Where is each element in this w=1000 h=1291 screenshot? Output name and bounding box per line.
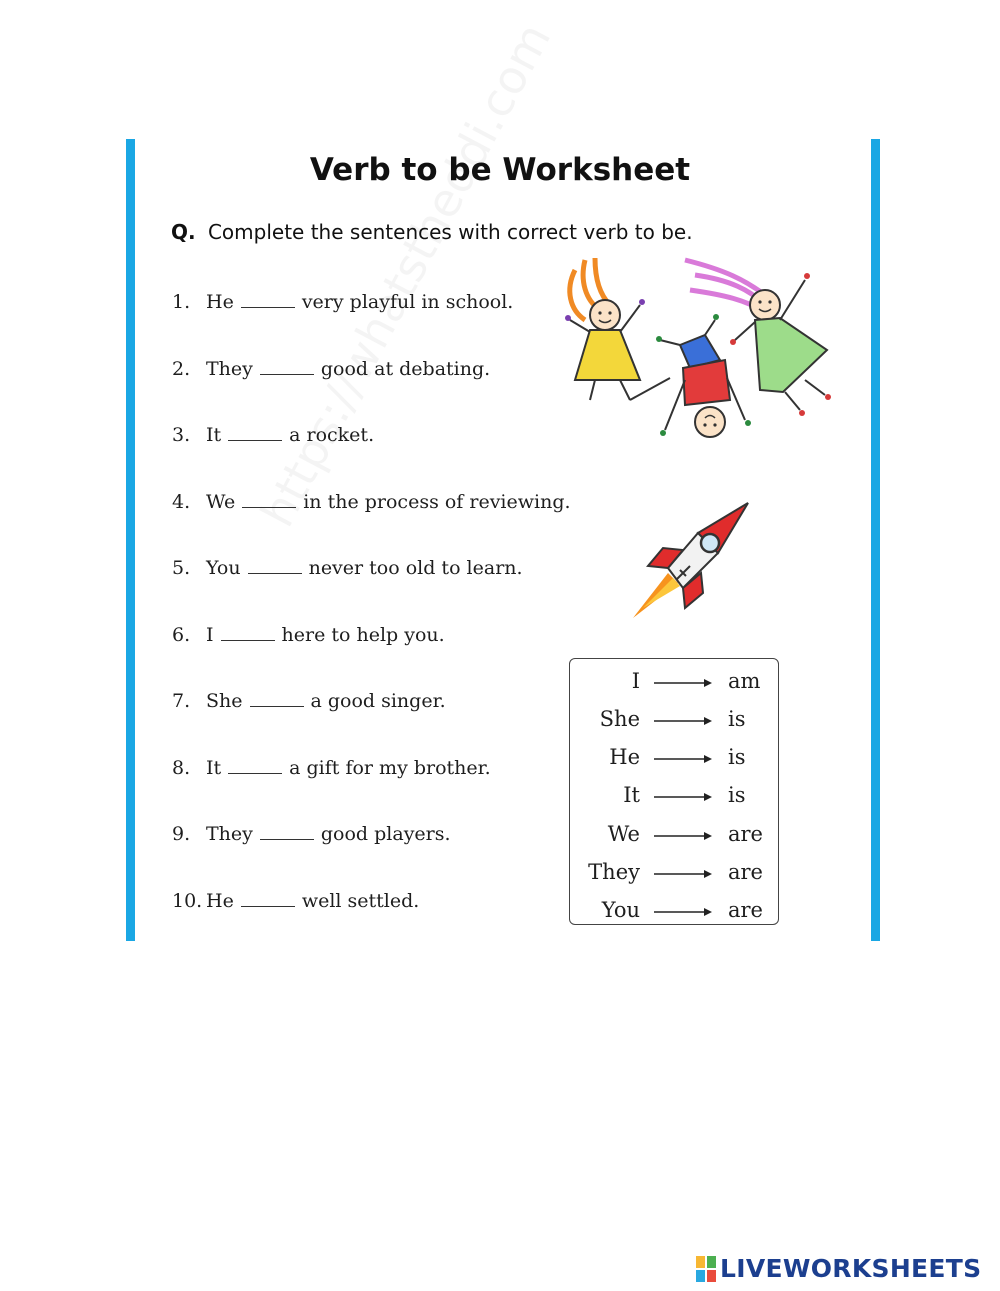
right-border-bar: [871, 139, 880, 941]
arrow-right-icon: [654, 753, 714, 765]
key-verb: is: [728, 745, 746, 769]
key-subject: They: [588, 860, 640, 884]
page-title: Verb to be Worksheet: [309, 152, 691, 188]
sentence-subject: It: [206, 424, 222, 446]
sentence-subject: He: [206, 291, 234, 313]
sentence-rest: a gift for my brother.: [289, 757, 491, 779]
key-subject: She: [599, 707, 640, 731]
children-illustration: [555, 250, 845, 460]
key-verb: am: [728, 669, 761, 693]
key-row: [570, 669, 778, 699]
key-row: [570, 898, 778, 928]
arrow-right-icon: [654, 715, 714, 727]
sentence-number: 2.: [172, 358, 191, 380]
sentence-number: 8.: [172, 757, 191, 779]
sentence-9: [172, 823, 451, 845]
verb-key-box: [569, 658, 779, 925]
answer-blank-1[interactable]: [241, 291, 295, 308]
key-row: [570, 822, 778, 852]
key-subject: I: [631, 669, 640, 693]
sentence-6: [172, 624, 445, 646]
sentence-rest: a good singer.: [310, 690, 446, 712]
key-subject: It: [623, 783, 640, 807]
answer-blank-7[interactable]: [250, 690, 304, 707]
key-subject: He: [609, 745, 640, 769]
key-row: [570, 783, 778, 813]
sentence-rest: good at debating.: [320, 358, 491, 380]
sentence-3: [172, 424, 374, 446]
arrow-right-icon: [654, 830, 714, 842]
key-subject: You: [601, 898, 640, 922]
sentence-subject: They: [206, 823, 253, 845]
sentence-number: 3.: [172, 424, 191, 446]
sentence-number: 6.: [172, 624, 191, 646]
question-instruction: [171, 220, 693, 244]
sentence-2: [172, 358, 490, 380]
question-text: Complete the sentences with correct verb to be.: [207, 220, 693, 244]
arrow-right-icon: [654, 868, 714, 880]
sentence-rest: well settled.: [301, 890, 420, 912]
sentence-1: [172, 291, 513, 313]
sentence-rest: very playful in school.: [301, 291, 514, 313]
sentence-number: 1.: [172, 291, 191, 313]
sentence-subject: It: [206, 757, 222, 779]
sentence-rest: here to help you.: [281, 624, 445, 646]
key-subject: We: [607, 822, 640, 846]
sentence-number: 5.: [172, 557, 191, 579]
sentence-subject: I: [206, 624, 214, 646]
key-row: [570, 860, 778, 890]
sentence-subject: They: [206, 358, 253, 380]
key-row: [570, 707, 778, 737]
answer-blank-4[interactable]: [242, 491, 296, 508]
answer-blank-3[interactable]: [228, 424, 282, 441]
key-verb: are: [728, 860, 763, 884]
arrow-right-icon: [654, 906, 714, 918]
sentence-subject: She: [206, 690, 243, 712]
sentence-number: 7.: [172, 690, 191, 712]
answer-blank-10[interactable]: [241, 890, 295, 907]
watermark: [250, 14, 561, 535]
answer-blank-8[interactable]: [228, 757, 282, 774]
sentence-5: [172, 557, 523, 579]
answer-blank-2[interactable]: [260, 358, 314, 375]
key-verb: is: [728, 783, 746, 807]
answer-blank-9[interactable]: [260, 823, 314, 840]
liveworksheets-logo-icon: [696, 1256, 716, 1282]
sentence-rest: never too old to learn.: [308, 557, 523, 579]
arrow-right-icon: [654, 791, 714, 803]
sentence-subject: We: [206, 491, 236, 513]
sentence-number: 9.: [172, 823, 191, 845]
answer-blank-5[interactable]: [248, 557, 302, 574]
question-prefix: Q.: [171, 220, 196, 244]
sentence-7: [172, 690, 446, 712]
key-row: [570, 745, 778, 775]
sentence-rest: in the process of reviewing.: [303, 491, 571, 513]
left-border-bar: [126, 139, 135, 941]
key-verb: are: [728, 898, 763, 922]
sentence-subject: You: [206, 557, 241, 579]
sentence-4: [172, 491, 571, 513]
logo-text: LIVEWORKSHEETS: [720, 1254, 982, 1283]
rocket-illustration: [628, 498, 758, 623]
sentence-number: 10.: [172, 890, 203, 912]
sentence-rest: a rocket.: [289, 424, 375, 446]
sentence-subject: He: [206, 890, 234, 912]
sentence-10: [172, 890, 419, 912]
arrow-right-icon: [654, 677, 714, 689]
sentence-8: [172, 757, 491, 779]
sentence-rest: good players.: [320, 823, 451, 845]
answer-blank-6[interactable]: [221, 624, 275, 641]
liveworksheets-logo[interactable]: [696, 1254, 981, 1283]
key-verb: are: [728, 822, 763, 846]
key-verb: is: [728, 707, 746, 731]
sentence-number: 4.: [172, 491, 191, 513]
